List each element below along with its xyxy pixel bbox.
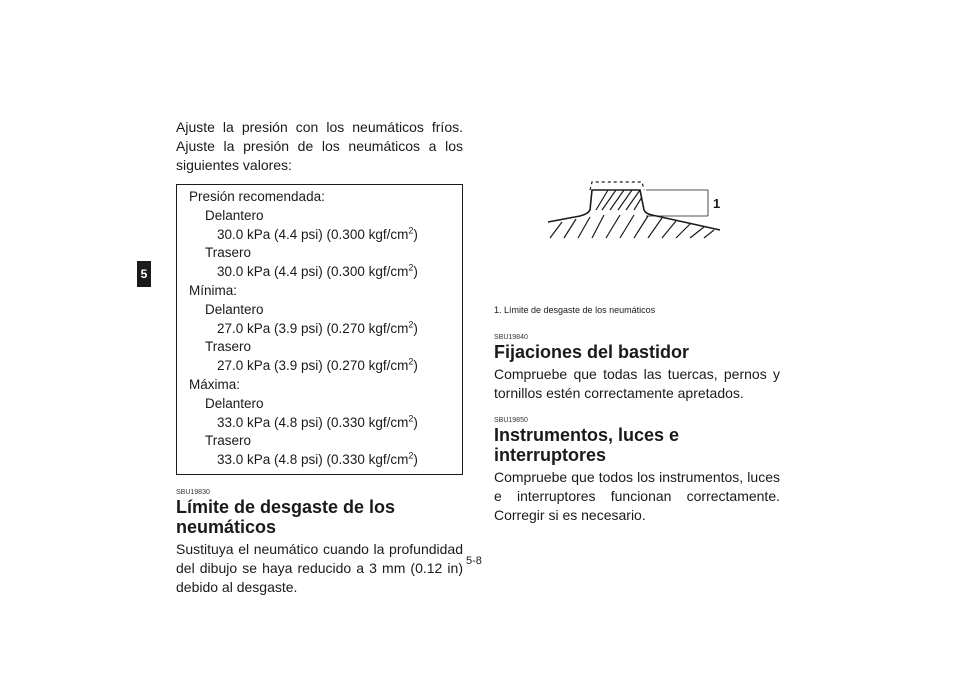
- intro-text: Ajuste la presión con los neumáticos fríos. Ajuste la presión de los neumáticos a los siguientes valores:: [176, 119, 463, 173]
- section-body: Compruebe que todos los instrumentos, luces e interruptores funcionan correctamente. Corregir si es necesario.: [494, 469, 780, 523]
- spec-min-rear: 27.0 kPa (3.9 psi) (0.270 kgf/$cm^2$): [217, 356, 418, 374]
- spec-front-label: Delantero: [205, 207, 264, 223]
- page-number: 5-8: [466, 555, 482, 567]
- spec-min-front-label: Delantero: [205, 301, 264, 317]
- section-title: Límite de desgaste de los neumáticos: [176, 496, 396, 537]
- section-instruments: [494, 417, 780, 525]
- spec-recommended-rear: 30.0 kPa (4.4 psi) (0.300 kgf/$cm^2$): [217, 262, 418, 280]
- tread-wear-diagram: [540, 180, 725, 240]
- spec-max-rear-label: Trasero: [205, 433, 252, 449]
- pressure-spec-box: [176, 184, 463, 475]
- spec-max-rear: 33.0 kPa (4.8 psi) (0.330 kgf/$cm^2$): [217, 450, 418, 468]
- section-title: Instrumentos, luces e interruptores: [494, 425, 680, 465]
- section-code: SBU19840: [494, 334, 528, 341]
- section-title: Fijaciones del bastidor: [494, 342, 690, 362]
- diagram-callout: 1: [713, 196, 721, 211]
- spec-title: Presión recomendada:: [189, 189, 325, 204]
- chapter-tab: 5: [137, 261, 151, 287]
- section-code: SBU19830: [176, 488, 210, 496]
- spec-min-title: Mínima:: [189, 282, 238, 298]
- spec-max-front: 33.0 kPa (4.8 psi) (0.330 kgf/$cm^2$): [217, 413, 418, 430]
- section-body: Sustituya el neumático cuando la profundidad del dibujo se haya reducido a 3 mm (0.12 in) debido al desgaste.: [176, 540, 463, 595]
- section-body: Compruebe que todas las tuercas, pernos y tornillos estén correctamente apretados.: [494, 366, 780, 401]
- spec-rear-label: Trasero: [205, 245, 252, 261]
- right-column: [494, 334, 780, 525]
- spec-recommended-front: 30.0 kPa (4.4 psi) (0.300 kgf/$cm^2$): [217, 225, 418, 242]
- spec-min-front: 27.0 kPa (3.9 psi) (0.270 kgf/$cm^2$): [217, 319, 418, 336]
- spec-min-rear-label: Trasero: [205, 339, 252, 355]
- section-code: SBU19850: [494, 417, 528, 424]
- left-column: [176, 118, 463, 597]
- section-frame: [494, 334, 780, 403]
- section-wear: [176, 489, 463, 597]
- spec-max-front-label: Delantero: [205, 395, 264, 411]
- diagram-caption: 1. Límite de desgaste de los neumáticos: [494, 305, 656, 315]
- spec-max-title: Máxima:: [189, 376, 241, 392]
